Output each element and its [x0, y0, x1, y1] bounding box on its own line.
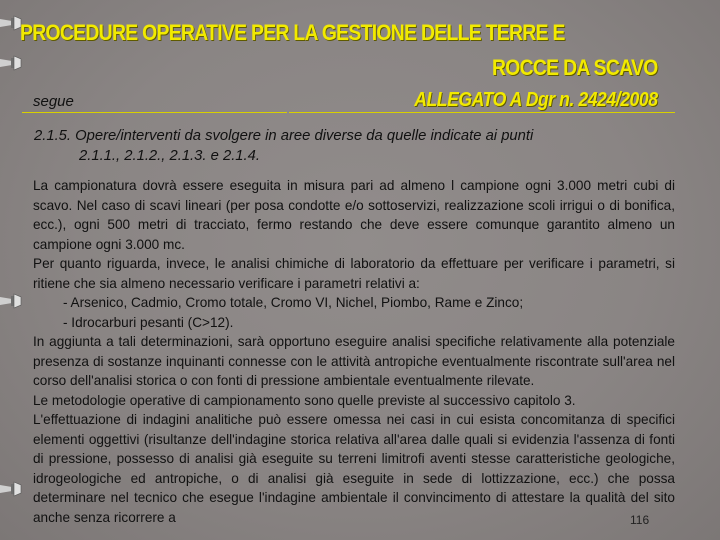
list-item: - Arsenico, Cadmio, Cromo totale, Cromo VI, Nichel, Piombo, Rame e Zinco; — [63, 295, 524, 310]
header-divider-left — [22, 112, 287, 113]
paragraph: Per quanto riguarda, invece, le analisi chimiche di laboratorio da effettuare per verificare i parametri, si ritiene che sia almeno necessario verificare i parametri relativi a: — [33, 256, 675, 291]
section-heading — [34, 126, 674, 166]
page-title-line-1: PROCEDURE OPERATIVE PER LA GESTIONE DELLE TERRE E — [20, 20, 565, 45]
section-heading-line-2: 2.1.1., 2.1.2., 2.1.3. e 2.1.4. — [79, 148, 260, 164]
thumbtack-icon — [0, 478, 22, 498]
paragraph: L'effettuazione di indagini analitiche può essere omessa nei casi in cui esista concomitanza di specifici elementi oggettivi (risultanze dell'indagine storica relativa all'area dalle quali si evidenzia l'assenza di fonti di pressione, possesso di analisi già eseguite su terreni limitrofi aventi stesse caratteristiche geologiche, idrogeologiche ed antropiche, o di analisi già eseguite in sede di lottizzazione, ecc.) che possa determinare nel tecnico che esegue l'indagine ambientale il convincimento di attestare la qualità del sito anche senza ricorrere a — [33, 412, 675, 525]
list-item: - Idrocarburi pesanti (C>12). — [63, 314, 234, 330]
paragraph: Le metodologie operative di campionamento sono quelle previste al successivo capitolo 3. — [33, 392, 576, 408]
paragraph: La campionatura dovrà essere eseguita in misura pari ad almeno l campione ogni 3.000 metri cubi di scavo. Nel caso di scavi lineari (per posa condotte e/o sottoservizi, realizzazione scoli irrigui o di bonifica, ecc.), ogni 500 metri di tracciato, fermo restando che deve essere comunque garantito almeno un campione ogni 3.000 mc. — [33, 178, 675, 252]
body-text — [33, 176, 675, 527]
thumbtack-icon — [0, 52, 22, 72]
page-title-line-2: ROCCE DA SCAVO — [492, 55, 658, 80]
section-heading-line-1: 2.1.5. Opere/interventi da svolgere in aree diverse da quelle indicate ai punti — [34, 128, 534, 144]
page-number: 116 — [630, 513, 650, 527]
thumbtack-icon — [0, 12, 22, 32]
thumbtack-icon — [0, 290, 22, 310]
paragraph: In aggiunta a tali determinazioni, sarà opportuno eseguire analisi specifiche relativamente alla potenziale presenza di sostanze inquinanti connesse con le attività antropiche eventualmente riscontrate sull'area nel corso dell'analisi storica o con fonti di pressione ambientale eventualmente rilevate. — [33, 334, 675, 388]
header-divider-right — [289, 112, 675, 113]
segue-label: segue — [33, 93, 74, 110]
allegato-label: ALLEGATO A Dgr n. 2424/2008 — [414, 89, 658, 111]
